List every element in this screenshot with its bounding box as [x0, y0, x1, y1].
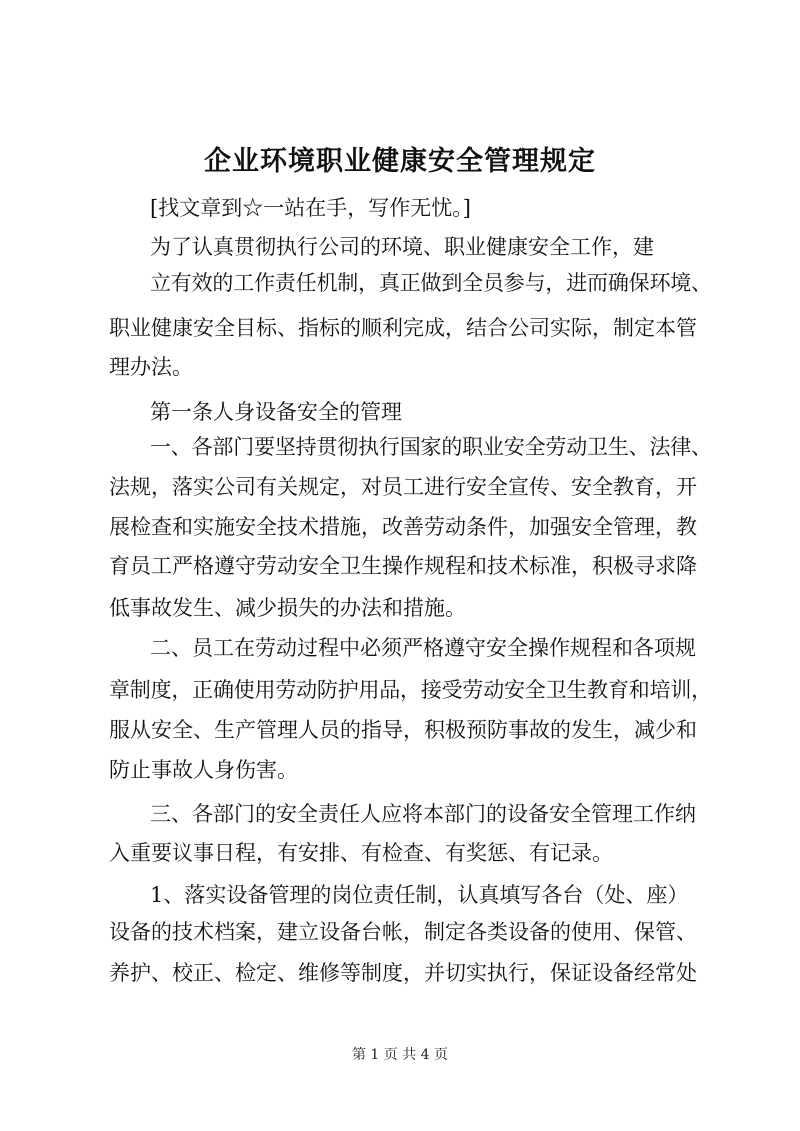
text-line: 展检查和实施安全技术措施，改善劳动条件，加强安全管理，教	[109, 515, 697, 539]
text-line: 二、员工在劳动过程中必须严格遵守安全操作规程和各项规	[150, 636, 696, 660]
text-line: 服从安全、生产管理人员的指导，积极预防事故的发生，减少和	[109, 718, 697, 742]
text-line: [找文章到☆一站在手，写作无忧。]	[150, 196, 471, 220]
text-line: 低事故发生、减少损失的办法和措施。	[109, 596, 466, 620]
text-line: 防止事故人身伤害。	[109, 758, 298, 782]
text-line: 立有效的工作责任机制，真正做到全员参与，进而确保环境、	[150, 271, 712, 295]
text-line: 育员工严格遵守劳动安全卫生操作规程和技术标准，积极寻求降	[109, 554, 697, 578]
text-line: 职业健康安全目标、指标的顺利完成，结合公司实际，制定本管	[109, 316, 697, 340]
text-line: 理办法。	[109, 355, 193, 379]
text-line: 第一条人身设备安全的管理	[150, 400, 402, 424]
text-line: 法规，落实公司有关规定，对员工进行安全宣传、安全教育，开	[109, 475, 697, 499]
text-line: 入重要议事日程，有安排、有检查、有奖惩、有记录。	[109, 841, 613, 865]
text-line: 养护、校正、检定、维修等制度，并切实执行，保证设备经常处	[109, 961, 697, 985]
text-line: 三、各部门的安全责任人应将本部门的设备安全管理工作纳	[150, 802, 696, 826]
document-title: 企业环境职业健康安全管理规定	[204, 146, 596, 177]
text-line: 1、落实设备管理的岗位责任制，认真填写各台（处、座）	[150, 883, 689, 907]
text-line: 一、各部门要坚持贯彻执行国家的职业安全劳动卫生、法律、	[150, 435, 712, 459]
text-line: 章制度，正确使用劳动防护用品，接受劳动安全卫生教育和培训，	[109, 678, 712, 702]
text-line: 为了认真贯彻执行公司的环境、职业健康安全工作，建	[150, 235, 654, 259]
text-line: 设备的技术档案，建立设备台帐，制定各类设备的使用、保管、	[109, 920, 697, 944]
page-number: 第 1 页 共 4 页	[351, 1047, 449, 1063]
